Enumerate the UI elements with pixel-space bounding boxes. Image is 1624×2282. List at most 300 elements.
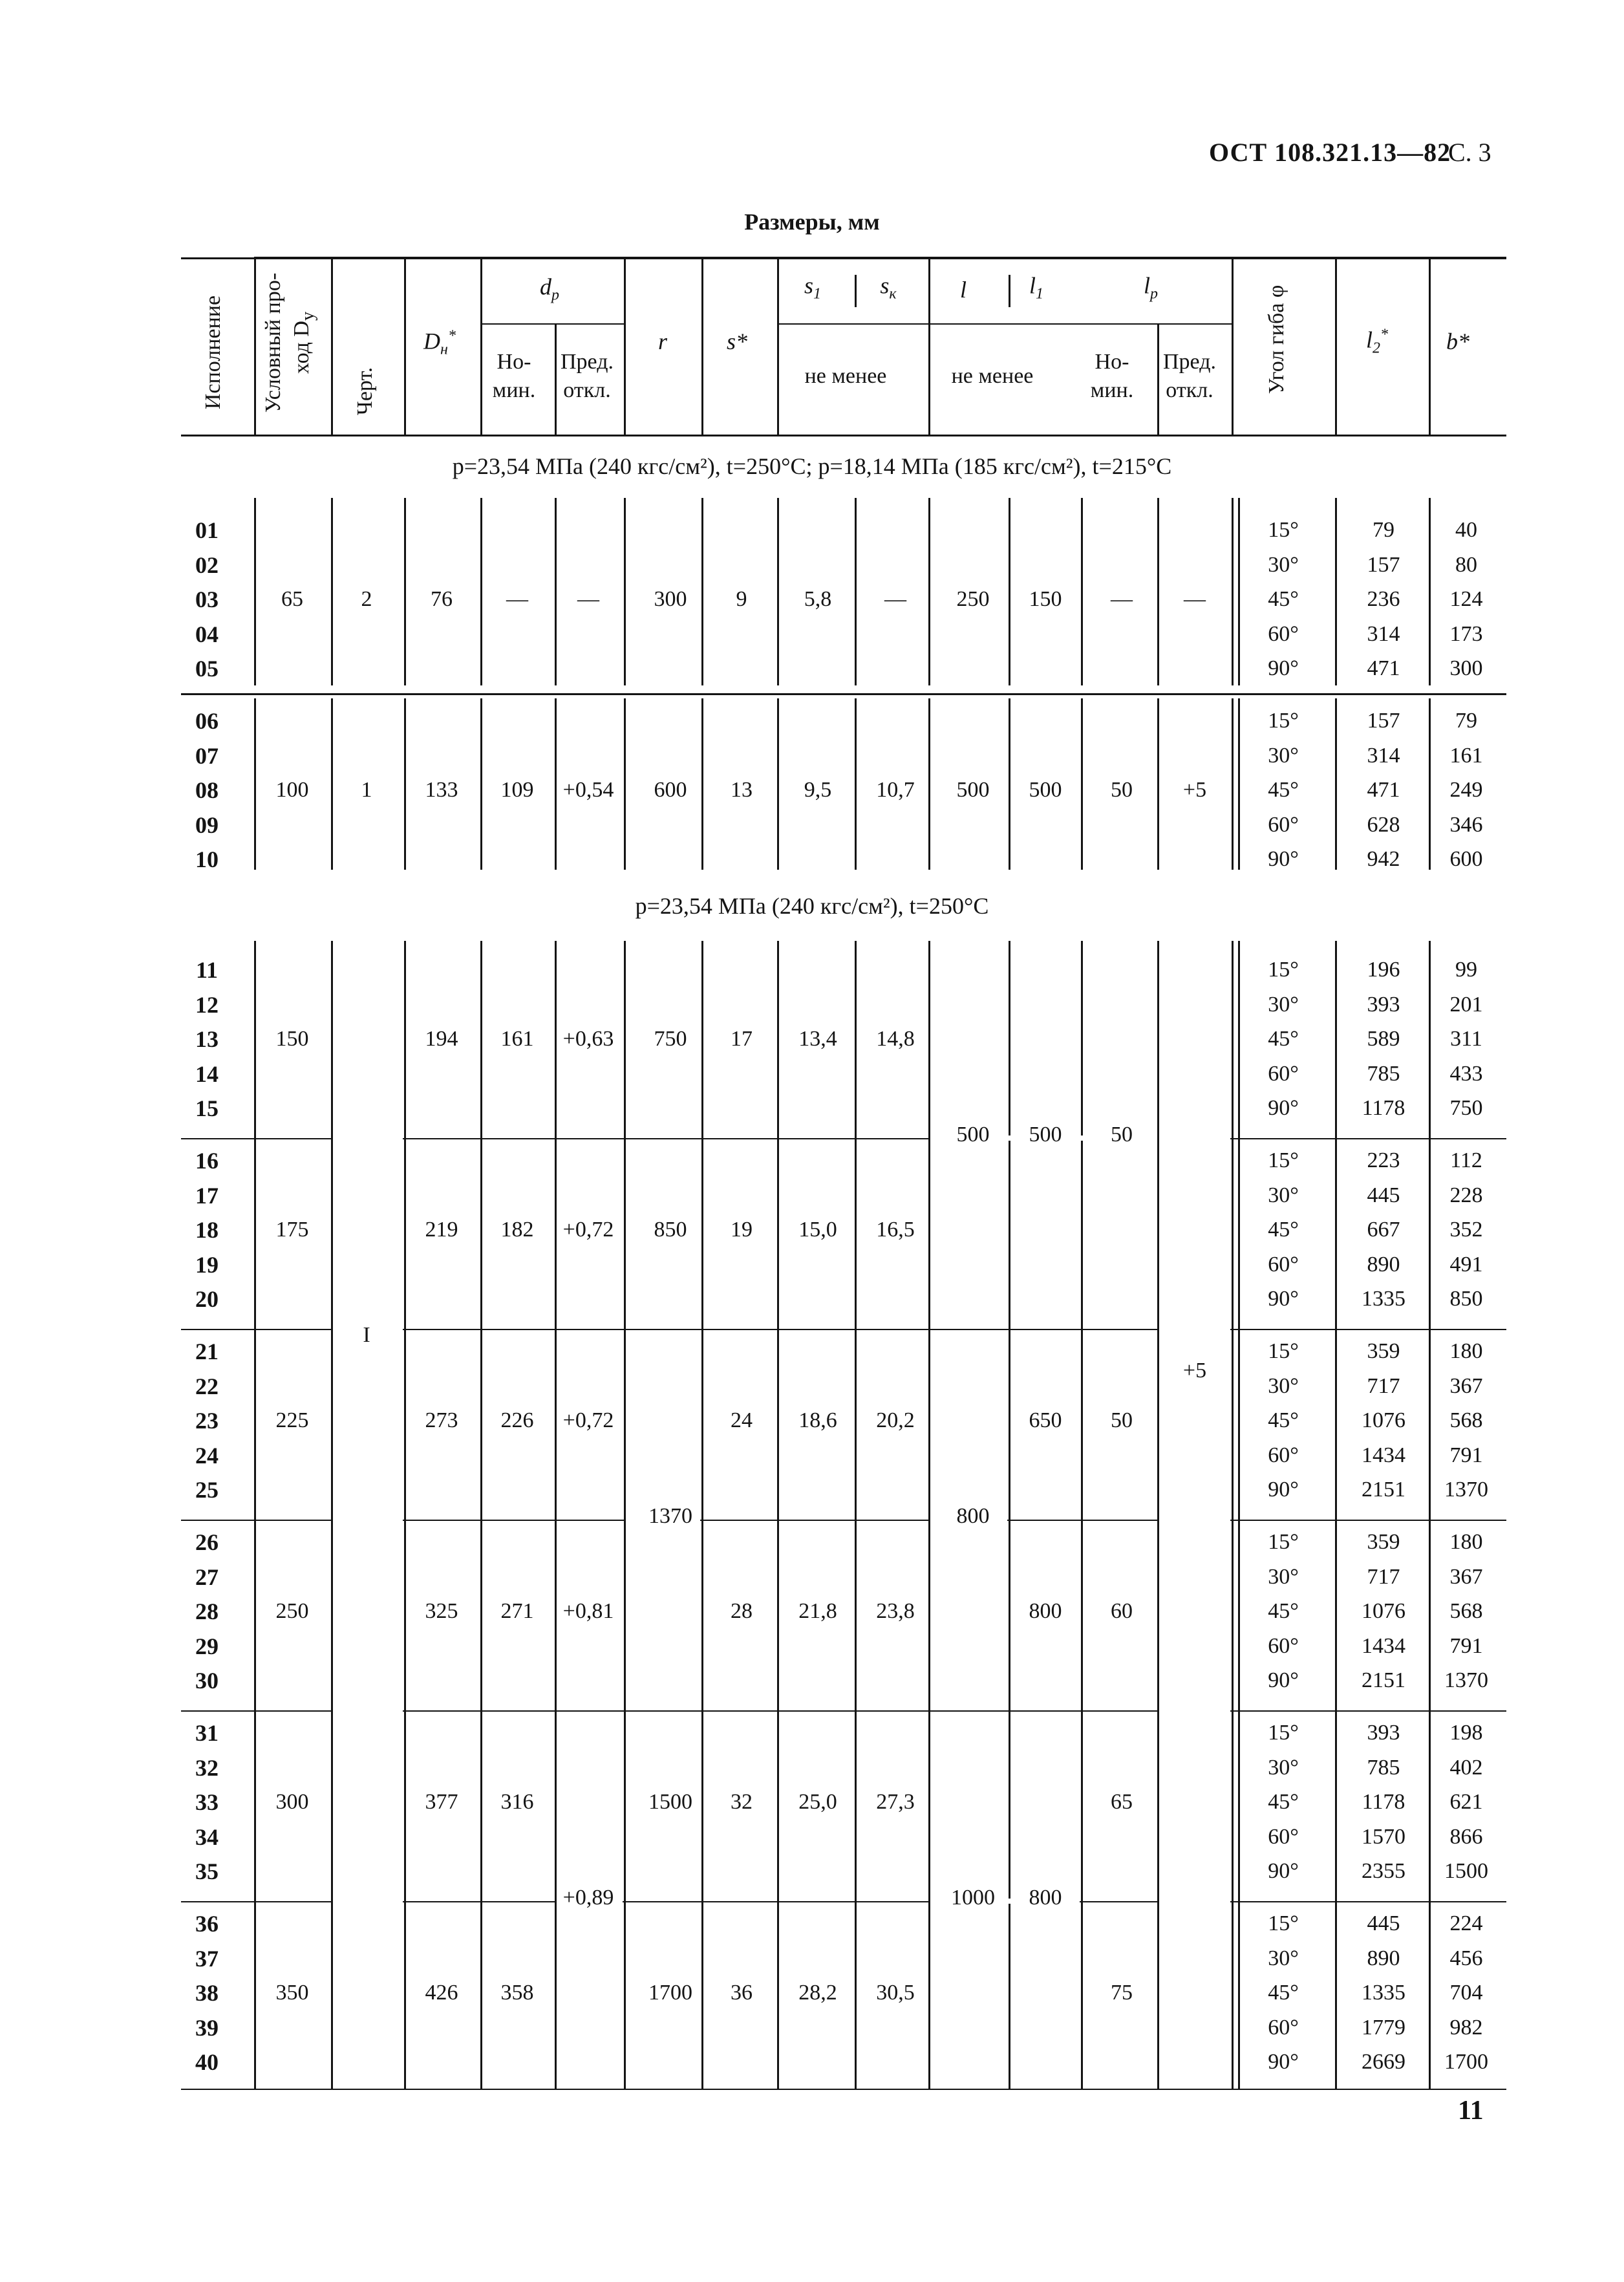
l2-value: 1076 [1362, 1599, 1405, 1623]
column-rule [1081, 941, 1083, 2089]
row-number: 01 [195, 517, 219, 543]
b-value: 704 [1449, 1981, 1483, 2005]
column-rule [855, 498, 857, 685]
angle-value: 30° [1268, 1755, 1299, 1780]
row-number: 10 [195, 846, 219, 872]
b-value: 346 [1449, 812, 1483, 837]
angle-value: 45° [1268, 587, 1299, 611]
column-rule [555, 941, 557, 2089]
row-number: 29 [195, 1633, 219, 1659]
b-value: 224 [1449, 1911, 1483, 1935]
column-rule [254, 941, 256, 2089]
header-s1-sub: 1 [813, 285, 822, 303]
column-rule [701, 698, 703, 870]
header-lp-nom-1: Но- [1095, 350, 1129, 374]
header-dp-pred-2: откл. [563, 378, 611, 402]
column-rule [1232, 257, 1234, 435]
row-number: 21 [195, 1339, 219, 1364]
row-number: 02 [195, 552, 219, 578]
angle-value: 45° [1268, 1408, 1299, 1432]
s-value: 28 [731, 1599, 753, 1623]
l2-value: 890 [1367, 1946, 1400, 1970]
row-number: 27 [195, 1564, 219, 1590]
angle-value: 90° [1268, 1096, 1299, 1120]
header-b: b* [1446, 328, 1469, 354]
header-dy-sub: у [297, 311, 318, 321]
row-number: 33 [195, 1789, 219, 1815]
dp-pred-merged-value: +0,89 [562, 1885, 614, 1910]
column-rule [701, 257, 703, 435]
angle-value: 90° [1268, 1287, 1299, 1311]
column-rule [331, 941, 333, 2089]
l-value: 250 [956, 587, 990, 611]
l2-value: 445 [1367, 1183, 1400, 1207]
row-number: 08 [195, 777, 219, 803]
row-number: 36 [195, 1911, 219, 1937]
header-dy-line2: ход D [290, 321, 314, 374]
header-sk-letter: s [880, 272, 890, 299]
dp-pred-value: +0,63 [562, 1027, 614, 1051]
s1-value: 28,2 [798, 1981, 837, 2005]
dp-nom-value: 226 [500, 1408, 534, 1432]
angle-value: 60° [1268, 1443, 1299, 1467]
angle-value: 90° [1268, 656, 1299, 680]
column-rule [404, 257, 406, 435]
l2-value: 717 [1367, 1564, 1400, 1589]
l2-value: 1178 [1362, 1790, 1405, 1814]
l2-value: 157 [1367, 552, 1400, 577]
merge-mask [333, 1136, 403, 1141]
header-dp-sub: р [551, 286, 559, 304]
dp-pred-value: +0,54 [562, 778, 614, 802]
row-number: 15 [195, 1095, 219, 1121]
l2-value: 1434 [1362, 1443, 1405, 1467]
row-number: 25 [195, 1477, 219, 1503]
column-rule [855, 941, 857, 2089]
dn-value: 273 [425, 1408, 458, 1432]
column-rule [331, 257, 333, 435]
b-value: 433 [1449, 1061, 1483, 1086]
r-value: 750 [654, 1027, 687, 1051]
s1-value: 21,8 [798, 1599, 837, 1623]
lp-nom-value: — [1111, 587, 1133, 611]
column-rule [480, 498, 482, 685]
column-rule [555, 323, 557, 435]
l2-value: 196 [1367, 958, 1400, 982]
l2-value: 223 [1367, 1148, 1400, 1172]
dp-nom-value: — [506, 587, 528, 611]
l2-value: 236 [1367, 587, 1400, 611]
table-rule [928, 323, 1081, 325]
header-lp-pred-1: Пред. [1163, 350, 1216, 374]
header-ne-menee-l: не менее [951, 364, 1034, 388]
l-merged-value-2: 800 [956, 1503, 990, 1528]
column-rule [404, 941, 406, 2089]
row-number: 16 [195, 1148, 219, 1174]
row-number: 22 [195, 1373, 219, 1399]
header-s: s* [726, 328, 748, 354]
chert-value: 2 [361, 587, 372, 611]
s1-value: 18,6 [798, 1408, 837, 1432]
row-number: 07 [195, 742, 219, 769]
merge-mask [333, 1708, 403, 1713]
b-value: 367 [1449, 1373, 1483, 1398]
row-number: 37 [195, 1945, 219, 1972]
dp-pred-value: — [577, 587, 599, 611]
angle-value: 90° [1268, 1668, 1299, 1692]
header-dy [259, 265, 323, 420]
sk-value: — [884, 587, 906, 611]
s-value: 17 [731, 1027, 753, 1051]
column-rule [855, 698, 857, 870]
lp-pred-merged-value: +5 [1182, 1358, 1207, 1383]
angle-value: 30° [1268, 743, 1299, 768]
header-dn [423, 321, 456, 363]
column-rule [1238, 498, 1240, 685]
column-rule [254, 698, 256, 870]
b-value: 456 [1449, 1946, 1483, 1970]
header-l2-sup: * [1380, 326, 1389, 343]
s-value: 13 [731, 778, 753, 802]
page-number: 11 [1458, 2096, 1484, 2126]
column-rule [1335, 257, 1337, 435]
column-rule [624, 498, 626, 685]
lp-nom-value: 50 [1111, 1408, 1133, 1432]
angle-value: 15° [1268, 709, 1299, 733]
l2-value: 1335 [1362, 1287, 1405, 1311]
l2-value: 785 [1367, 1755, 1400, 1780]
b-value: 850 [1449, 1287, 1483, 1311]
lp-pred-value: +5 [1182, 778, 1207, 802]
row-number: 24 [195, 1442, 219, 1469]
column-rule [480, 698, 482, 870]
b-value: 201 [1449, 992, 1483, 1017]
document-code: ОСТ 108.321.13—82 [1209, 138, 1451, 167]
dp-nom-value: 182 [500, 1218, 534, 1242]
angle-value: 45° [1268, 1027, 1299, 1051]
angle-value: 45° [1268, 778, 1299, 802]
column-rule [254, 498, 256, 685]
angle-value: 15° [1268, 518, 1299, 542]
b-value: 791 [1449, 1633, 1483, 1658]
b-value: 1700 [1444, 2050, 1488, 2074]
b-value: 866 [1449, 1824, 1483, 1849]
l2-value: 785 [1367, 1061, 1400, 1086]
r-value: 600 [654, 778, 687, 802]
dn-value: 219 [425, 1218, 458, 1242]
column-rule [777, 257, 779, 435]
angle-value: 60° [1268, 1252, 1299, 1276]
column-rule [624, 941, 626, 2089]
dn-value: 194 [425, 1027, 458, 1051]
header-l1-letter: l [1029, 272, 1036, 299]
row-number: 12 [195, 991, 219, 1018]
table-rule [480, 323, 624, 325]
s1-value: 25,0 [798, 1790, 837, 1814]
header-lp-nom-2: мин. [1090, 378, 1134, 402]
row-number: 34 [195, 1824, 219, 1850]
page-label: С. 3 [1448, 138, 1491, 167]
angle-value: 15° [1268, 1148, 1299, 1172]
header-dp-pred-1: Пред. [561, 350, 614, 374]
l2-value: 445 [1367, 1911, 1400, 1935]
angle-value: 60° [1268, 1633, 1299, 1658]
l2-value: 1434 [1362, 1633, 1405, 1658]
column-rule [1009, 698, 1010, 870]
header-dn-letter: D [423, 328, 441, 354]
merge-mask [1159, 1136, 1230, 1904]
chert-value: 1 [361, 778, 372, 802]
column-rule [480, 257, 482, 435]
b-value: 1370 [1444, 1478, 1488, 1502]
angle-value: 90° [1268, 1859, 1299, 1883]
header-l1 [1029, 271, 1043, 308]
header-l2-letter: l [1365, 327, 1373, 353]
column-rule [1009, 275, 1010, 307]
l2-value: 890 [1367, 1252, 1400, 1276]
b-value: 80 [1455, 552, 1477, 577]
header-dn-sub: н [440, 341, 448, 358]
l2-value: 2355 [1362, 1859, 1405, 1883]
merge-mask [333, 1899, 403, 1904]
column-rule [1335, 698, 1337, 870]
column-rule [777, 941, 779, 2089]
b-value: 352 [1449, 1218, 1483, 1242]
b-value: 491 [1449, 1252, 1483, 1276]
header-ne-menee-s: не менее [804, 364, 887, 388]
s1-value: 5,8 [804, 587, 832, 611]
row-number: 35 [195, 1858, 219, 1884]
dn-value: 325 [425, 1599, 458, 1623]
b-value: 228 [1449, 1183, 1483, 1207]
angle-value: 90° [1268, 2050, 1299, 2074]
l2-value: 359 [1367, 1530, 1400, 1554]
l2-value: 589 [1367, 1027, 1400, 1051]
column-rule [701, 941, 703, 2089]
b-value: 79 [1455, 709, 1477, 733]
l2-value: 717 [1367, 1373, 1400, 1398]
angle-value: 90° [1268, 847, 1299, 871]
angle-value: 15° [1268, 1530, 1299, 1554]
column-rule [1232, 1134, 1234, 1905]
column-rule [254, 257, 256, 435]
column-rule [701, 498, 703, 685]
angle-value: 30° [1268, 552, 1299, 577]
header-sk-sub: к [889, 285, 897, 303]
angle-value: 90° [1268, 1478, 1299, 1502]
b-value: 402 [1449, 1755, 1483, 1780]
row-number: 40 [195, 2049, 219, 2075]
l1-value: 150 [1029, 587, 1062, 611]
angle-value: 60° [1268, 2015, 1299, 2040]
column-rule [404, 498, 406, 685]
row-number: 30 [195, 1668, 219, 1694]
column-rule [1009, 941, 1010, 2089]
b-value: 173 [1449, 621, 1483, 646]
header-r: r [657, 328, 668, 354]
row-number: 26 [195, 1529, 219, 1555]
angle-value: 45° [1268, 1218, 1299, 1242]
s-value: 24 [731, 1408, 753, 1432]
angle-value: 60° [1268, 621, 1299, 646]
b-value: 180 [1449, 1530, 1483, 1554]
l2-value: 359 [1367, 1339, 1400, 1363]
column-rule [555, 698, 557, 870]
column-rule [1335, 941, 1337, 2089]
l2-value: 1178 [1362, 1096, 1405, 1120]
row-number: 38 [195, 1980, 219, 2006]
s-value: 19 [731, 1218, 753, 1242]
row-number: 23 [195, 1408, 219, 1434]
column-rule [624, 257, 626, 435]
header-chert: Черт. [353, 367, 377, 416]
column-rule [480, 941, 482, 2089]
l-value: 500 [956, 778, 990, 802]
header-l2-sub: 2 [1373, 339, 1381, 357]
dp-pred-value: +0,72 [562, 1408, 614, 1432]
row-number: 32 [195, 1754, 219, 1781]
l2-value: 667 [1367, 1218, 1400, 1242]
angle-value: 45° [1268, 1790, 1299, 1814]
dy-value: 65 [281, 587, 303, 611]
dp-pred-value: +0,81 [562, 1599, 614, 1623]
b-value: 600 [1449, 847, 1483, 871]
r-value: 1700 [648, 1981, 692, 2005]
row-number: 39 [195, 2014, 219, 2041]
header-dp-nom [493, 348, 535, 405]
l1-merged-value: 800 [1029, 1885, 1062, 1910]
dy-value: 350 [275, 1981, 309, 2005]
r-value: 850 [654, 1218, 687, 1242]
table-rule [254, 257, 1506, 258]
l1-value: 500 [1029, 778, 1062, 802]
lp-nom-value: 75 [1111, 1981, 1133, 2005]
table-title: Размеры, мм [744, 209, 880, 235]
lp-pred-value: — [1184, 587, 1206, 611]
b-value: 1500 [1444, 1859, 1488, 1883]
column-rule [1232, 698, 1234, 870]
b-value: 750 [1449, 1096, 1483, 1120]
table-rule [181, 2089, 1506, 2090]
angle-value: 15° [1268, 1339, 1299, 1363]
l2-value: 628 [1367, 812, 1400, 837]
header-dp-pred [561, 348, 614, 405]
column-rule [624, 698, 626, 870]
row-number: 09 [195, 812, 219, 838]
b-value: 568 [1449, 1408, 1483, 1432]
l2-value: 1076 [1362, 1408, 1405, 1432]
column-rule [928, 257, 930, 435]
l2-value: 2151 [1362, 1478, 1405, 1502]
sk-value: 20,2 [876, 1408, 915, 1432]
table-rule [181, 435, 1506, 436]
l2-value: 157 [1367, 709, 1400, 733]
angle-value: 60° [1268, 812, 1299, 837]
dn-value: 133 [425, 778, 458, 802]
column-rule [1429, 698, 1431, 870]
column-rule [555, 498, 557, 685]
dy-value: 100 [275, 778, 309, 802]
row-number: 14 [195, 1060, 219, 1087]
angle-value: 30° [1268, 1564, 1299, 1589]
angle-value: 15° [1268, 1721, 1299, 1745]
header-dp [540, 272, 559, 309]
column-rule [928, 498, 930, 685]
dp-nom-value: 271 [500, 1599, 534, 1623]
column-rule [855, 275, 857, 307]
header-dy-line1: Условный про- [261, 272, 286, 413]
b-value: 198 [1449, 1721, 1483, 1745]
column-rule [928, 941, 930, 2089]
l2-value: 1570 [1362, 1824, 1405, 1849]
b-value: 112 [1450, 1148, 1482, 1172]
column-rule [1238, 698, 1240, 870]
header-ispolnenie: Исполнение [201, 295, 225, 410]
dy-value: 150 [275, 1027, 309, 1051]
r-value: 300 [654, 587, 687, 611]
s-value: 32 [731, 1790, 753, 1814]
header-dp-letter: d [540, 274, 551, 300]
angle-value: 30° [1268, 1946, 1299, 1970]
dp-nom-value: 358 [500, 1981, 534, 2005]
dp-nom-value: 161 [500, 1027, 534, 1051]
dp-pred-value: +0,72 [562, 1218, 614, 1242]
header-angle: Угол гиба φ [1265, 285, 1288, 394]
header-lp [1144, 271, 1158, 308]
table-rule [1238, 693, 1506, 694]
l1-value: 800 [1029, 1599, 1062, 1623]
column-rule [1429, 941, 1431, 2089]
column-rule [1009, 498, 1010, 685]
angle-value: 30° [1268, 1373, 1299, 1398]
row-number: 18 [195, 1217, 219, 1243]
s1-value: 9,5 [804, 778, 832, 802]
dn-value: 76 [431, 587, 453, 611]
dy-value: 250 [275, 1599, 309, 1623]
sk-value: 10,7 [876, 778, 915, 802]
condition-1: p=23,54 МПа (240 кгс/см²), t=250°С; p=18,14 МПа (185 кгс/см²), t=215°С [452, 453, 1172, 479]
b-value: 249 [1449, 778, 1483, 802]
b-value: 791 [1449, 1443, 1483, 1467]
b-value: 1370 [1444, 1668, 1488, 1692]
b-value: 311 [1450, 1027, 1482, 1051]
b-value: 180 [1449, 1339, 1483, 1363]
row-number: 06 [195, 708, 219, 734]
row-number: 11 [195, 957, 219, 983]
l2-value: 942 [1367, 847, 1400, 871]
l2-value: 393 [1367, 992, 1400, 1017]
row-number: 03 [195, 587, 219, 612]
s-value: 9 [736, 587, 747, 611]
lp-nom-value: 50 [1111, 778, 1133, 802]
b-value: 982 [1449, 2015, 1483, 2040]
column-rule [1232, 498, 1234, 685]
row-number: 17 [195, 1182, 219, 1209]
l-merged-value-3: 1000 [951, 1885, 995, 1910]
l2-value: 2151 [1362, 1668, 1405, 1692]
l2-value: 314 [1367, 621, 1400, 646]
chert-merged-value: I [363, 1322, 370, 1347]
l1-merged-value: 500 [1029, 1122, 1062, 1146]
column-rule [331, 698, 333, 870]
column-rule [1157, 498, 1159, 685]
header-l2 [1366, 320, 1388, 362]
column-rule [1081, 698, 1083, 870]
column-rule [777, 498, 779, 685]
angle-value: 30° [1268, 992, 1299, 1017]
header-lp-nom [1091, 348, 1133, 405]
dn-value: 426 [425, 1981, 458, 2005]
